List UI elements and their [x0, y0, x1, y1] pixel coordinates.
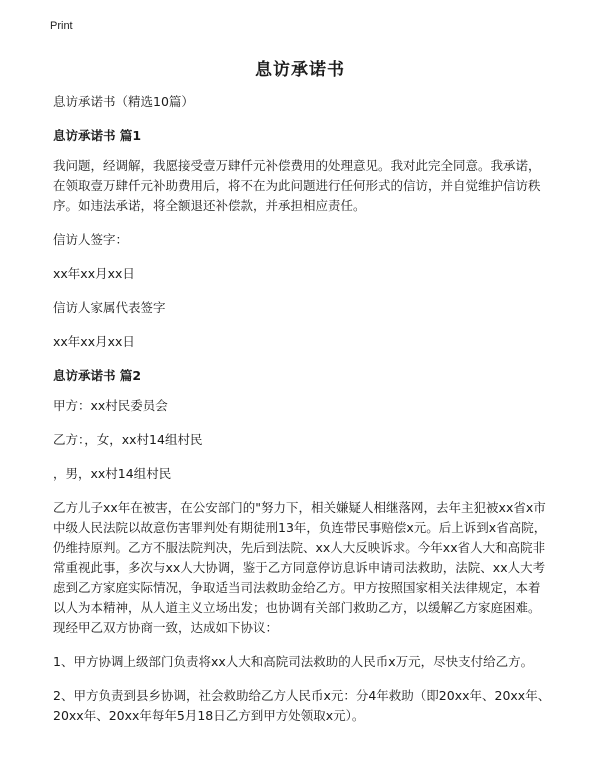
party-b-second: ，男，xx村14组村民: [53, 466, 172, 481]
document-body: [53, 92, 551, 726]
family-signature-date: xx年xx月xx日: [53, 334, 135, 349]
agreement-item-1: 1、甲方协调上级部门负责将xx人大和高院司法救助的人民币x万元，尽快支付给乙方。: [53, 654, 534, 669]
signature-date: xx年xx月xx日: [53, 266, 135, 281]
article-2-heading: 息访承诺书 篇2: [53, 368, 142, 383]
page-title: 息访承诺书: [255, 60, 345, 80]
article-1-heading: 息访承诺书 篇1: [53, 128, 142, 143]
signature-label: 信访人签字：: [53, 232, 129, 247]
article-2-body: 乙方儿子xx年在被害，在公安部门的"努力下，相关嫌疑人相继落网，去年主犯被xx省x市中级人民法院以故意伤害罪判处有期徒刑13年，负连带民事赔偿x元。后上诉到x省高院，仍维持原判。乙方不服法院判决，先后到法院、xx人大反映诉求。今年xx省人大和高院非常重视此事，多次与xx人大协调，鉴于乙方同意停访息诉申请司法救助，法院、xx人大考虑到乙方家庭实际情况，争取适当司法救助金给乙方。甲方按照国家相关法律规定，本着以人为本精神，从人道主义立场出发；也协调有关部门救助乙方，以缓解乙方家庭困难。现经甲乙双方协商一致，达成如下协议：: [53, 500, 547, 635]
article-1-body: 我问题，经调解，我愿接受壹万肆仟元补偿费用的处理意见。我对此完全同意。我承诺，在领取壹万肆仟元补助费用后，将不在为此问题进行任何形式的信访，并自觉维护信访秩序。如违法承诺，将全额退还补偿款，并承担相应责任。: [53, 158, 541, 213]
family-signature-label: 信访人家属代表签字: [53, 300, 166, 315]
party-a: 甲方：xx村民委员会: [53, 398, 168, 413]
party-b: 乙方：，女，xx村14组村民: [53, 432, 203, 447]
print-link[interactable]: Print: [50, 20, 73, 32]
agreement-item-2: 2、甲方负责到县乡协调，社会救助给乙方人民币x元：分4年救助（即20xx年、20xx年、20xx年、20xx年每年5月18日乙方到甲方处领取x元）。: [53, 688, 551, 723]
document-subtitle: 息访承诺书（精选10篇）: [53, 94, 194, 109]
